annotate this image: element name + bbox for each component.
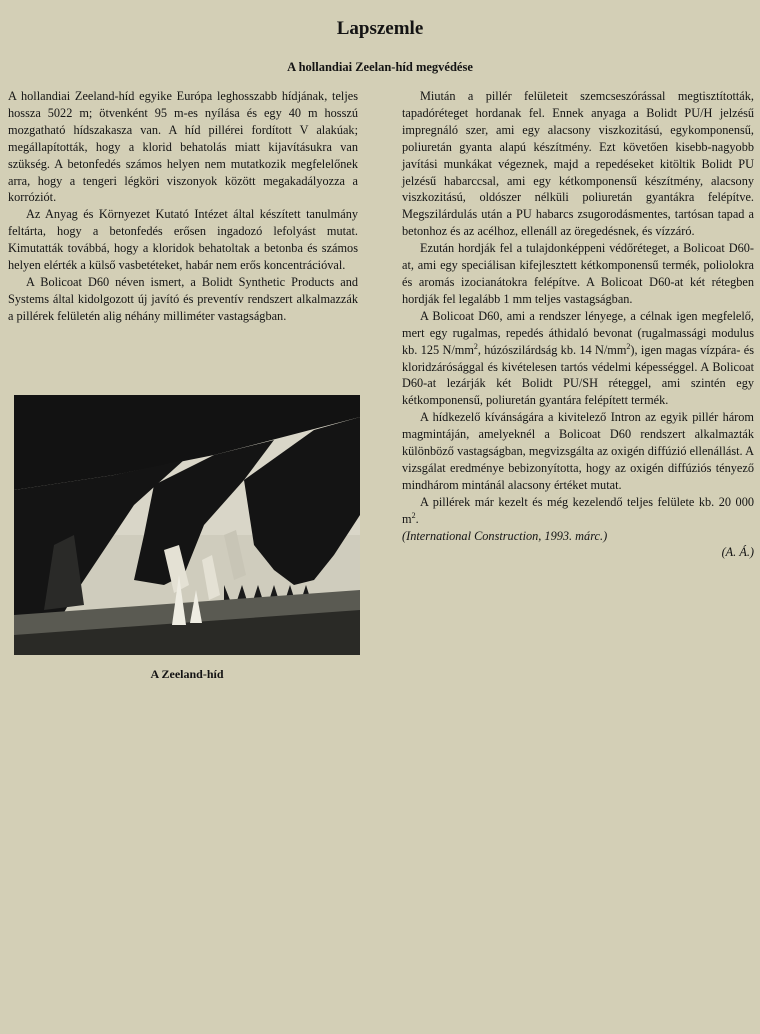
paragraph: Ezután hordják fel a tulajdonképpeni védőréteget, a Bolicoat D60-at, ami egy speciálisan kifejlesztett kétkomponensű termék, poliolokra és aromás izocianátokra felépítve. A Bolicoat D60-at két rétegben hordják fel legalább 1 mm teljes vastagságban. <box>402 241 754 306</box>
section-title: Lapszemle <box>336 18 424 39</box>
paragraph: A Bolicoat D60, ami a rendszer lényege, a célnak igen megfelelő, mert egy rugalmas, repedés áthidaló bevonat (rugalmassági modulus kb. 125 $N/mm^2$, húzószilárdság kb. 14 $N/mm^2$), igen magas vízpára- és kloridzárósággal és kivételesen tartós védelmi képességgel. A Bolicoat D60-at lezárják két Bolidt PU/SH réteggel, ami szintén egy kétkomponensű, poliuretán gyantára felépített termék. <box>402 308 754 408</box>
paragraph: Az Anyag és Környezet Kutató Intézet által készített tanulmány feltárta, hogy a betonfedés erősen ingadozó lefolyást mutat. Kimutatták továbbá, hogy a kloridok behatoltak a betonba és számos helyen elérték a külső vasbetéteket, habár nem erős koncentrációval. <box>8 207 358 273</box>
bridge-photo-image <box>14 395 360 655</box>
paragraph: A hídkezelő kívánságára a kivitelező Intron az egyik pillér három magmintáján, amelyeknél a Bolicoat D60 rendszert alkalmazták különböző vastagságban, megvizsgálta az oxigén diffúzió ellenállást. A vizsgálat eredménye bebizonyította, hogy az oxigén diffúziós tényező mindhárom mintánál alacsony értéket mutat. <box>402 410 754 492</box>
paragraph: A hollandiai Zeeland-híd egyike Európa leghosszabb hídjának, teljes hossza 5022 m; ötvenként 95 m-es nyílása és egy 40 m hosszú mozgatható hídszakasza van. A híd pillérei fordított V alakúak; megállapították, hogy a klorid behatolás miatt kijavításukra van szükség. A betonfedés számos helyen nem mutatkozik megfelelőnek arra, hogy a tengeri légköri viszonyok között megakadályozza a korróziót. <box>8 89 358 205</box>
author-initials: (A. Á.) <box>721 545 754 560</box>
article-title: A hollandiai Zeelan-híd megvédése <box>287 60 473 74</box>
figure-caption: A Zeeland-híd <box>150 667 224 681</box>
paragraph: A pillérek már kezelt és még kezelendő teljes felülete kb. 20 000 $m^2$. <box>402 494 754 526</box>
paragraph: Miután a pillér felületeit szemcseszórással megtisztították, tapadóréteget hordanak fel. Ennek anyaga a Bolidt PU/H jelzésű impregnáló szer, ami egy alacsony viszkozitású, egykomponensű, poliuretán gyanta alapú készítmény. Ezt követően kisebb-nagyobb javítási munkákat végeznek, majd a repedéseket kitöltik Bolidt PU jelzésű habarccsal, ami egy kétkomponensű készítmény, alacsony viszkozitású, oldószer nélküli poliuretán gyantákra felépítve. Megszilárdulás után a PU habarcs zsugorodásmentes, tartósan tapad a betonhoz és az acélhoz, ellenáll az öregedésnek, és vízzáró. <box>402 89 754 239</box>
right-column <box>402 88 754 561</box>
source-citation: (International Construction, 1993. márc.) <box>402 528 608 543</box>
bridge-photo <box>14 395 360 655</box>
paragraph: A Bolicoat D60 néven ismert, a Bolidt Synthetic Products and Systems által kidolgozott új javító és preventív rendszert alkalmazzák a pillérek felületén alig néhány milliméter vastagságban. <box>8 274 358 323</box>
left-column <box>8 88 358 325</box>
